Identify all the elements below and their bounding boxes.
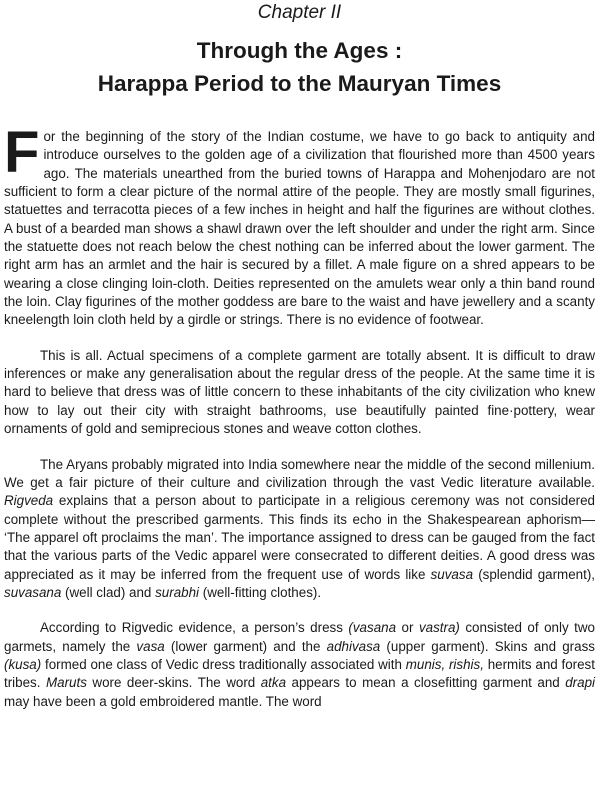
term-suvasa: suvasa <box>430 566 474 582</box>
p4-text-5: formed one class of Vedic dress traditionally associated with <box>41 656 406 672</box>
chapter-label: Chapter II <box>257 2 342 23</box>
p3-text-5: (well-fitting clothes). <box>199 584 322 600</box>
term-surabhi: surabhi <box>155 584 200 600</box>
term-rishis: rishis, <box>448 656 484 672</box>
term-suvasana: suvasana <box>4 584 62 600</box>
term-vasa: vasa <box>136 638 165 654</box>
term-kusa: (kusa) <box>4 656 42 672</box>
paragraph-1-text: or the beginning of the story of the Indian costume, we have to go back to antiquity and introduce ourselves to the golden age of a civilization that flourished more than 4500 years ago. The materials unearthed from the buried towns of Harappa and Mohenjodaro are not sufficient to form a clear picture of the normal attire of the people. They are mostly small figurines, statuettes and terracotta pieces of a few inches in height and half the figurines are without clothes. A bust of a bearded man shows a shawl drawn over the left shoulder and under the right arm. Since the statuette does not reach below the chest nothing can be inferred about the lower garment. The right arm has an armlet and the hair is secured by a fillet. A male figure on a shred appears to be wearing a close clinging loin-cloth. Deities represented on the amulets wear only a thin band round the loin. Clay figurines of the mother goddess are bare to the waist and have jewellery and a scanty kneelength loin cloth held by a girdle or strings. There is no evidence of footwear. <box>4 129 595 328</box>
p3-text-1: The Aryans probably migrated into India somewhere near the middle of the second millenium. We get a fair picture of their culture and civilization through the vast Vedic literature available. <box>4 456 595 490</box>
term-maruts: Maruts <box>45 675 87 691</box>
chapter-title-line-2: Harappa Period to the Mauryan Times <box>97 71 502 96</box>
p4-text-3: (lower garment) and the <box>164 638 327 654</box>
paragraph-3 <box>4 456 595 603</box>
p4-text-10: may have been a gold embroidered mantle. The word <box>4 693 322 709</box>
p4-text-7: hermits and forest tribes. <box>4 656 595 691</box>
p4-text-or: or <box>396 620 419 636</box>
p4-text-8: wore deer-skins. The word <box>86 675 261 691</box>
term-vastra: vastra) <box>418 620 460 636</box>
body-text <box>4 120 595 711</box>
p4-text-4: (upper garment). Skins and grass <box>380 638 595 654</box>
paragraph-2: This is all. Actual specimens of a complete garment are totally absent. It is difficult to draw inferences or make any generalisation about the regular dress of the people. At the same time it is hard to believe that dress was of little concern to these inhabitants of the city civilization who knew how to lay out their city with straight bathrooms, use beautifully painted fine·pottery, wear ornaments of gold and semiprecious stones and weave cotton clothes. <box>4 347 595 437</box>
term-atka: atka <box>260 675 287 691</box>
p4-text-1: According to Rigvedic evidence, a person’s dress <box>40 620 349 636</box>
term-vasana: (vasana <box>348 620 397 636</box>
term-rigveda: Rigveda <box>4 493 54 509</box>
p4-text-9: appears to mean a closefitting garment and <box>286 675 566 691</box>
term-adhivasa: adhivasa <box>326 638 381 654</box>
p3-text-4: (well clad) and <box>61 584 156 600</box>
paragraph-4 <box>4 619 595 711</box>
drop-cap: F <box>4 120 40 185</box>
p4-text-2: consisted of only two garmets, namely the <box>4 620 595 654</box>
paragraph-1 <box>4 120 595 330</box>
chapter-title-line-1: Through the Ages : <box>196 38 403 63</box>
p3-text-3: (splendid garment), <box>473 566 595 582</box>
p3-text-2: explains that a person about to participate in a religious ceremony was not considered complete without the prescribed garments. This finds its echo in the Shakespearean aphorism— ‘The apparel oft proclaims the man’. The importance assigned to dress can be gauged from the fact that the various parts of the Vedic apparel were consecrated to different deities. A good dress was appreciated as it may be inferred from the frequent use of words like <box>4 493 595 582</box>
term-drapi: drapi <box>565 675 595 691</box>
term-munis: munis, <box>405 656 446 672</box>
